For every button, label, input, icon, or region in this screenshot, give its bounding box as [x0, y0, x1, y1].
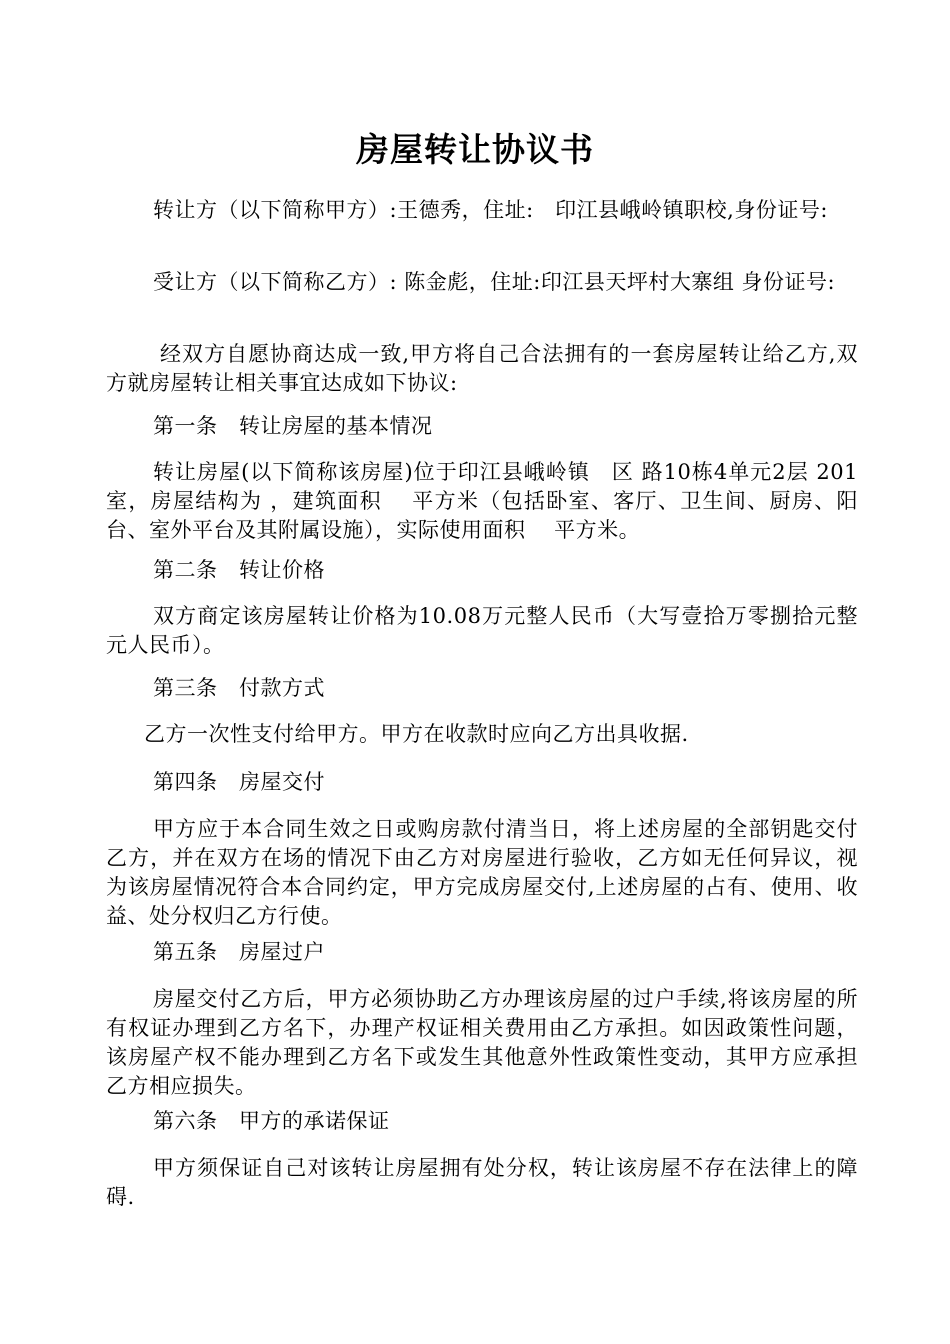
section-heading-3: 第三条 付款方式 — [153, 676, 325, 700]
intro-paragraph: 经双方自愿协商达成一致,甲方将自己合法拥有的一套房屋转让给乙方,双方就房屋转让相关事宜达成如下协议: — [106, 342, 858, 395]
section-heading-5: 第五条 房屋过户 — [153, 940, 325, 964]
section-body-1: 转让房屋(以下简称该房屋)位于印江县峨岭镇 区 路10栋4单元2层 201室，房屋结构为 ，建筑面积 平方米（包括卧室、客厅、卫生间、厨房、阳台、室外平台及其附属设施），实际使用面积 平方米。 — [106, 460, 858, 542]
section-body-2: 双方商定该房屋转让价格为10.08万元整人民币（大写壹拾万零捌拾元整元人民币）。 — [106, 604, 858, 657]
section-body-4: 甲方应于本合同生效之日或购房款付清当日，将上述房屋的全部钥匙交付乙方，并在双方在场的情况下由乙方对房屋进行验收，乙方如无任何异议，视为该房屋情况符合本合同约定，甲方完成房屋交付,上述房屋的占有、使用、收益、处分权归乙方行使。 — [106, 817, 858, 928]
party-a-paragraph: 转让方（以下简称甲方）:王德秀，住址: 印江县峨岭镇职校,身份证号: — [153, 198, 828, 222]
section-body-6: 甲方须保证自己对该转让房屋拥有处分权，转让该房屋不存在法律上的障碍. — [106, 1156, 858, 1209]
section-heading-2: 第二条 转让价格 — [153, 558, 325, 582]
section-heading-1: 第一条 转让房屋的基本情况 — [153, 414, 433, 438]
section-body-3: 乙方一次性支付给甲方。甲方在收款时应向乙方出具收据. — [144, 722, 689, 746]
section-heading-6: 第六条 甲方的承诺保证 — [153, 1109, 390, 1133]
section-heading-4: 第四条 房屋交付 — [153, 770, 325, 794]
section-body-5: 房屋交付乙方后，甲方必须协助乙方办理该房屋的过户手续,将该房屋的所有权证办理到乙方名下，办理产权证相关费用由乙方承担。如因政策性问题，该房屋产权不能办理到乙方名下或发生其他意外性政策性变动，其甲方应承担乙方相应损失。 — [106, 987, 858, 1098]
party-b-paragraph: 受让方（以下简称乙方）: 陈金彪，住址:印江县天坪村大寨组 身份证号: — [153, 270, 836, 294]
document-title: 房屋转让协议书 — [356, 130, 594, 169]
